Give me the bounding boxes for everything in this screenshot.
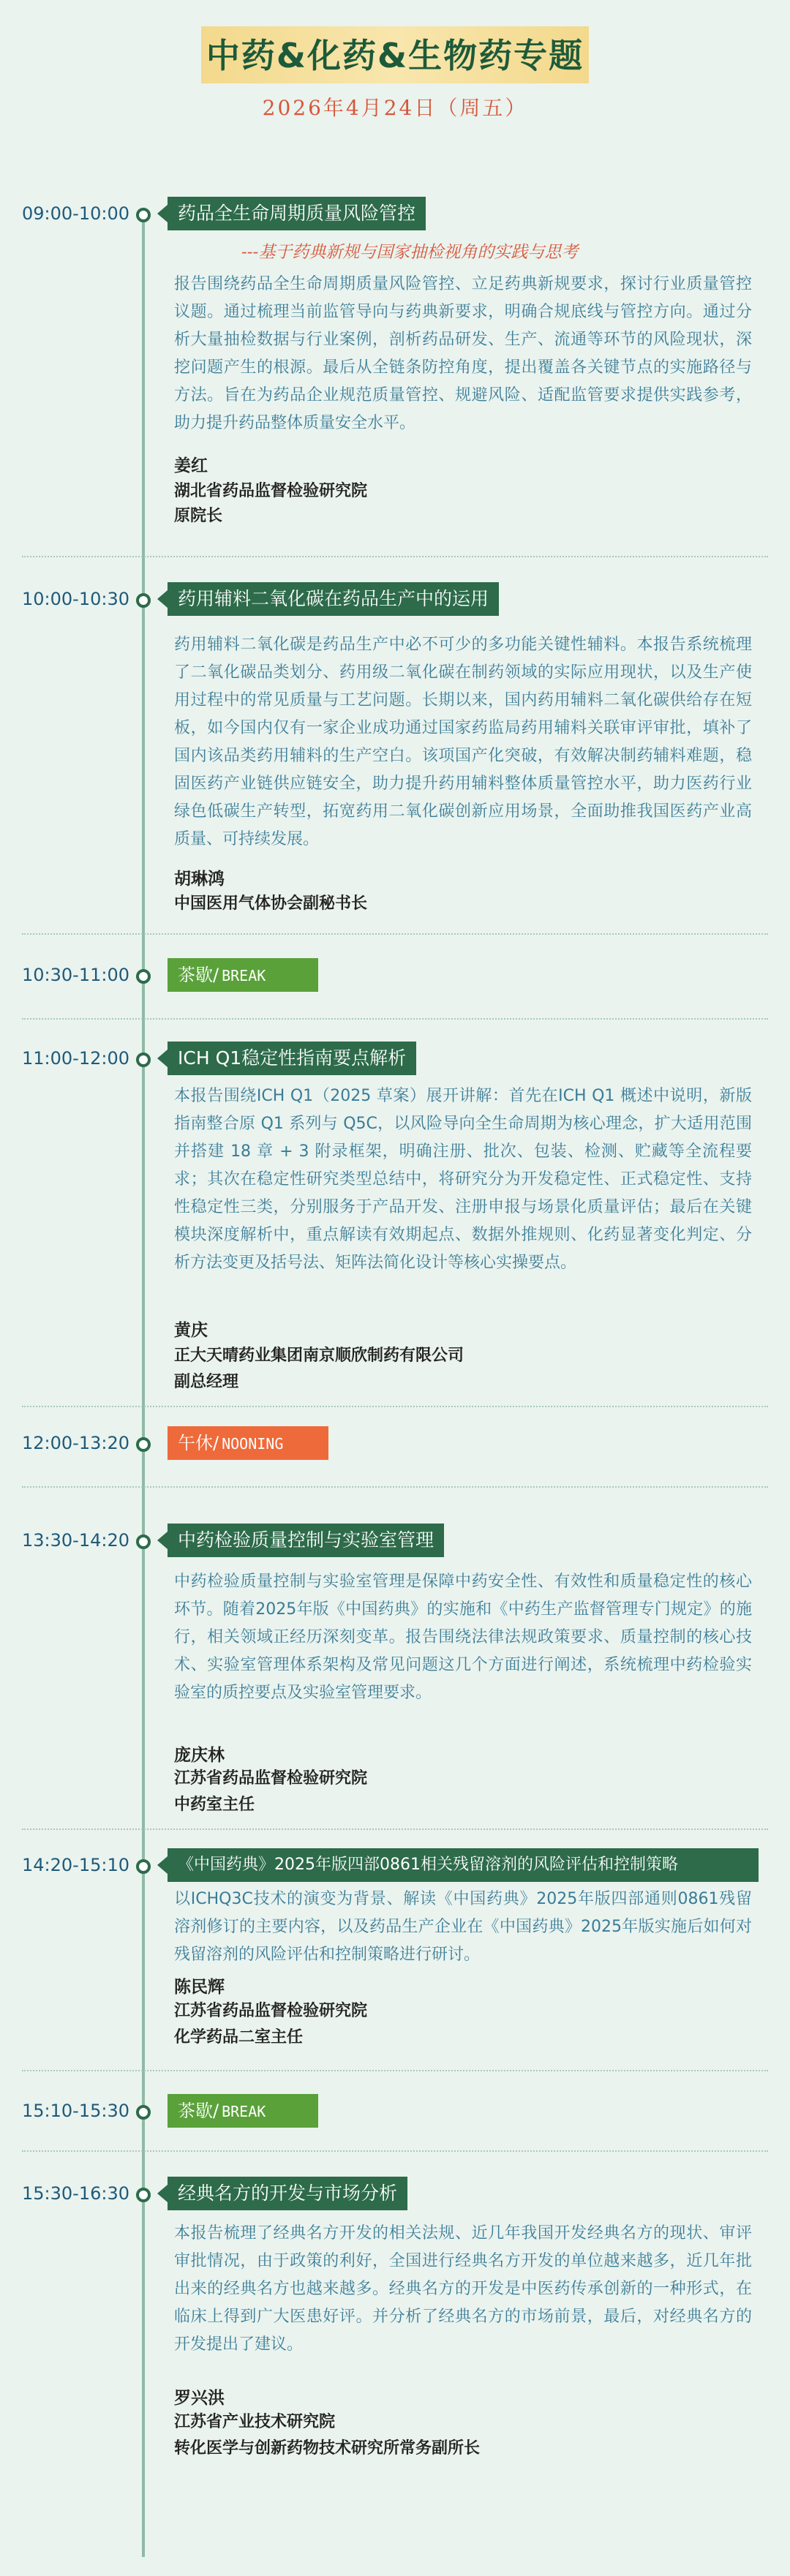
speaker-name: 庞庆林 (174, 1745, 225, 1765)
session-time: 09:00-10:00 (22, 203, 129, 224)
section-divider (22, 1406, 768, 1407)
session-title: 经典名方的开发与市场分析 (168, 2177, 407, 2210)
session-time: 10:30-11:00 (22, 965, 129, 985)
timeline-dot-icon (136, 1437, 151, 1452)
break-label (168, 2094, 318, 2128)
speaker-name: 黄庆 (174, 1320, 208, 1340)
break-label-cn: 茶歇/ (178, 2101, 219, 2121)
break-label-en: BREAK (222, 2103, 266, 2120)
break-label-en: NOONING (222, 1435, 284, 1453)
session-description: 本报告梳理了经典名方开发的相关法规、近几年我国开发经典名方的现状、审评审批情况，由于政策的利好，全国进行经典名方开发的单位越来越多，近几年批出来的经典名方也越来越多。经典名方的开发是中医药传承创新的一种形式，在临床上得到广大医患好评。并分析了经典名方的市场前景，最后，对经典名方的开发提出了建议。 (174, 2224, 752, 2354)
session-subtitle: ---基于药典新规与国家抽检视角的实践与思考 (241, 243, 579, 262)
speaker-name: 罗兴洪 (174, 2388, 225, 2408)
speaker-org: 中国医用气体协会副秘书长 (174, 894, 368, 913)
session-title: ICH Q1稳定性指南要点解析 (168, 1042, 416, 1075)
section-divider (22, 933, 768, 935)
pointer-arrow-icon (157, 1532, 168, 1549)
timeline-dot-icon (136, 969, 151, 984)
pointer-arrow-icon (157, 1050, 168, 1067)
session-time: 15:10-15:30 (22, 2101, 129, 2121)
session-description: 以ICHQ3C技术的演变为背景、解读《中国药典》2025年版四部通则0861残留溶剂修订的主要内容，以及药品生产企业在《中国药典》2025年版实施后如何对残留溶剂的风险评估和控制策略进行研讨。 (174, 1890, 752, 1964)
session-title: 药品全生命周期质量风险管控 (168, 197, 426, 230)
section-divider (22, 1486, 768, 1488)
break-label (168, 1426, 328, 1460)
break-label-en: BREAK (222, 967, 266, 984)
session-time: 12:00-13:20 (22, 1433, 129, 1453)
speaker-name: 胡琳鸿 (174, 869, 225, 889)
timeline-dot-icon (136, 1052, 151, 1067)
session-title: 中药检验质量控制与实验室管理 (168, 1524, 444, 1557)
session-title: 药用辅料二氧化碳在药品生产中的运用 (168, 582, 499, 616)
speaker-org: 江苏省药品监督检验研究院 (174, 2001, 368, 2020)
session-description: 中药检验质量控制与实验室管理是保障中药安全性、有效性和质量稳定性的核心环节。随着2025年版《中国药典》的实施和《中药生产监督管理专门规定》的施行，相关领域正经历深刻变革。报告围绕法律法规政策要求、质量控制的核心技术、实验室管理体系架构及常见问题这几个方面进行阐述，系统梳理中药检验实验室的质控要点及实验室管理要求。 (174, 1573, 752, 1702)
pointer-arrow-icon (157, 590, 168, 608)
pointer-arrow-icon (157, 1856, 168, 1874)
pointer-arrow-icon (157, 205, 168, 222)
session-time: 15:30-16:30 (22, 2183, 129, 2204)
timeline-dot-icon (136, 1534, 151, 1549)
timeline-dot-icon (136, 2188, 151, 2202)
speaker-org: 江苏省药品监督检验研究院 (174, 1769, 368, 1788)
timeline-dot-icon (136, 1859, 151, 1874)
pointer-arrow-icon (157, 2185, 168, 2202)
section-divider (22, 556, 768, 557)
session-time: 14:20-15:10 (22, 1855, 129, 1875)
speaker-position: 原院长 (174, 506, 223, 525)
timeline-dot-icon (136, 208, 151, 222)
speaker-name: 姜红 (174, 456, 208, 475)
session-time: 11:00-12:00 (22, 1048, 129, 1069)
speaker-position: 副总经理 (174, 1372, 239, 1391)
break-label-cn: 茶歇/ (178, 965, 219, 985)
section-divider (22, 1829, 768, 1830)
section-divider (22, 1018, 768, 1020)
speaker-position: 中药室主任 (174, 1795, 255, 1814)
break-label (168, 958, 318, 992)
session-description: 本报告围绕ICH Q1（2025 草案）展开讲解：首先在ICH Q1 概述中说明，新版指南整合原 Q1 系列与 Q5C，以风险导向全生命周期为核心理念，扩大适用范围并搭建 18 章 + 3 附录框架，明确注册、批次、包装、检测、贮藏等全流程要求；其次在稳定性研究类型总结中，将研究分为开发稳定性、正式稳定性、支持性稳定性三类，分别服务于产品开发、注册申报与场景化质量评估；最后在关键模块深度解析中，重点解读有效期起点、数据外推规则、化药显著变化判定、分析方法变更及括号法、矩阵法简化设计等核心实操要点。 (174, 1087, 752, 1272)
session-time: 10:00-10:30 (22, 589, 129, 609)
speaker-org: 正大天晴药业集团南京顺欣制药有限公司 (174, 1346, 464, 1365)
speaker-position: 化学药品二室主任 (174, 2027, 304, 2046)
session-description: 药用辅料二氧化碳是药品生产中必不可少的多功能关键性辅料。本报告系统梳理了二氧化碳品类划分、药用级二氧化碳在制药领域的实际应用现状，以及生产使用过程中的常见质量与工艺问题。长期以来，国内药用辅料二氧化碳供给存在短板，如今国内仅有一家企业成功通过国家药监局药用辅料关联审评审批，填补了国内该品类药用辅料的生产空白。该项国产化突破，有效解决制药辅料难题，稳固医药产业链供应链安全，助力提升药用辅料整体质量管控水平，助力医药行业绿色低碳生产转型，拓宽药用二氧化碳创新应用场景，全面助推我国医药产业高质量、可持续发展。 (174, 636, 752, 848)
timeline-dot-icon (136, 2105, 151, 2120)
session-description: 报告围绕药品全生命周期质量风险管控、立足药典新规要求，探讨行业质量管控议题。通过梳理当前监管导向与药典新要求，明确合规底线与管控方向。通过分析大量抽检数据与行业案例，剖析药品研发、生产、流通等环节的风险现状，深挖问题产生的根源。最后从全链条防控角度，提出覆盖各关键节点的实施路径与方法。旨在为药品企业规范质量管控、规避风险、适配监管要求提供实践参考，助力提升药品整体质量安全水平。 (174, 275, 752, 432)
session-title: 《中国药典》2025年版四部0861相关残留溶剂的风险评估和控制策略 (168, 1848, 759, 1882)
speaker-org: 江苏省产业技术研究院 (174, 2412, 336, 2431)
section-divider (22, 2070, 768, 2071)
timeline-dot-icon (136, 593, 151, 608)
page-title: 中药&化药&生物药专题 (206, 36, 584, 75)
timeline-line (142, 216, 145, 2557)
section-divider (22, 2150, 768, 2152)
page-date: 2026年4月24日（周五） (262, 96, 528, 120)
speaker-org: 湖北省药品监督检验研究院 (174, 481, 368, 500)
speaker-name: 陈民辉 (174, 1977, 225, 1997)
break-label-cn: 午休/ (178, 1433, 219, 1453)
speaker-position: 转化医学与创新药物技术研究所常务副所长 (174, 2438, 481, 2458)
session-time: 13:30-14:20 (22, 1530, 129, 1551)
